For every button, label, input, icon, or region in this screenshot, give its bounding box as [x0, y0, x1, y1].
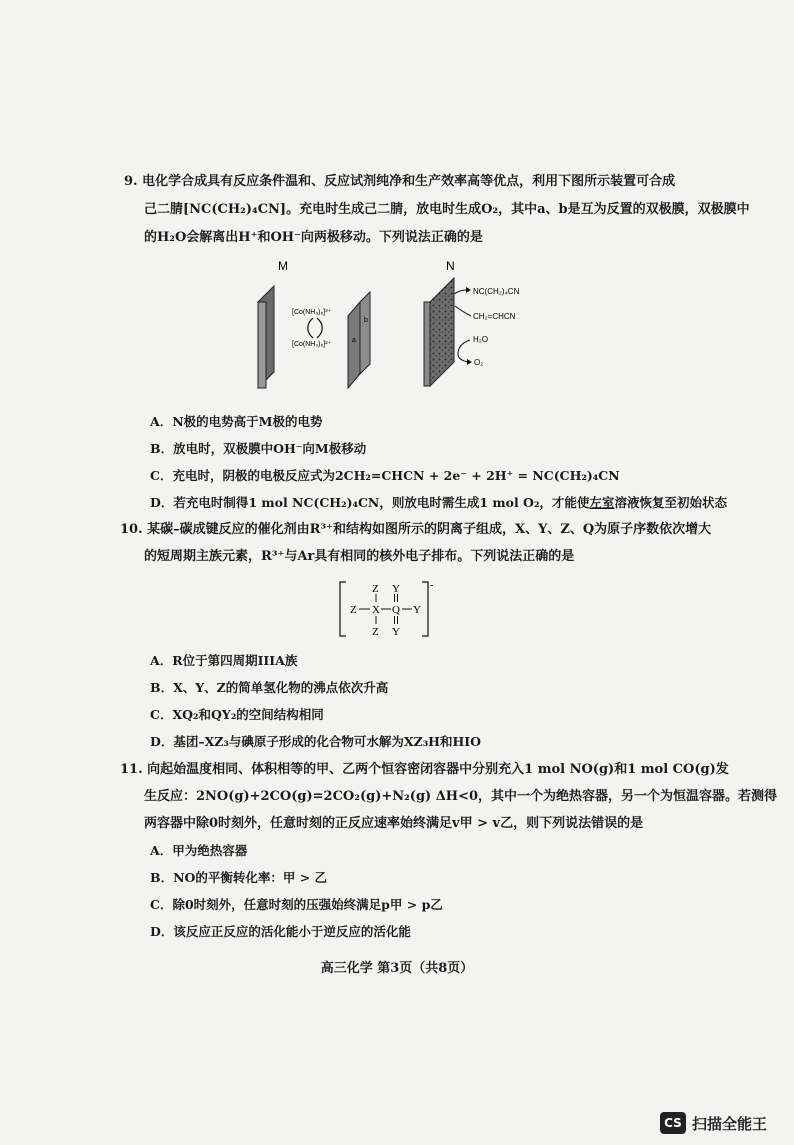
atom-y-top: Y [392, 583, 400, 595]
electrode-m-label: M [278, 259, 288, 273]
q11-stem-line1: 11. 向起始温度相同、体积相等的甲、乙两个恒容密闭容器中分别充入1 mol NO(g)和1 mol CO(g)发 [120, 762, 729, 777]
q11-option-b: B．NO的平衡转化率：甲 > 乙 [150, 870, 328, 885]
q10-stem-line1: 10. 某碳–碳成键反应的催化剂由R³⁺和结构如图所示的阴离子组成，X、Y、Z、Q为原子序数依次增大 [120, 522, 712, 537]
scanner-logo-icon: CS [660, 1112, 686, 1134]
bipolar-membrane-a [348, 302, 360, 388]
scanner-watermark [660, 1110, 767, 1136]
electrode-n [430, 278, 454, 386]
right-bracket [422, 582, 428, 636]
bipolar-membrane-b [360, 292, 370, 374]
q10-stem-line2: 的短周期主族元素，R³⁺与Ar具有相同的核外电子排布。下列说法正确的是 [144, 549, 575, 564]
q11-option-c: C．除0时刻外，任意时刻的压强始终满足p甲 > p乙 [150, 897, 443, 912]
atom-z-left: Z [350, 604, 357, 616]
anion-structure-figure [336, 578, 436, 640]
complex-bottom-label: [Co(NH₃)₆]²⁺ [292, 341, 332, 348]
q9-option-b: B．放电时，双极膜中OH⁻向M极移动 [150, 441, 367, 456]
species-acrylonitrile: CH₂=CHCN [473, 312, 516, 321]
atom-x: X [372, 604, 380, 616]
redox-arrow-down [308, 318, 313, 338]
q9-option-d [150, 494, 727, 512]
atom-y-right: Y [413, 604, 421, 616]
left-bracket [340, 582, 346, 636]
species-water: H₂O [473, 335, 489, 344]
q9-option-c: C．充电时，阴极的电极反应式为2CH₂=CHCN + 2e⁻ + 2H⁺ = NC(CH₂)₄CN [150, 468, 620, 483]
q9-stem-line3: 的H₂O会解离出H⁺和OH⁻向两极移动。下列说法正确的是 [144, 230, 483, 245]
electrode-m [258, 302, 266, 388]
q10-option-d: D．基团–XZ₃与碘原子形成的化合物可水解为XZ₃H和HIO [150, 734, 482, 749]
membrane-b-label: b [364, 317, 368, 324]
q9-option-a: A．N极的电势高于M极的电势 [150, 414, 323, 429]
oxygen-arrowhead [467, 359, 472, 365]
membrane-a-label: a [352, 337, 356, 344]
q9-option-d-post: 溶液恢复至初始状态 [614, 495, 727, 510]
water-to-oxygen-arrow [458, 340, 470, 362]
q9-stem-line1: 9. 电化学合成具有反应条件温和、反应试剂纯净和生产效率高等优点，利用下图所示装置可合成 [124, 174, 676, 189]
page-footer: 高三化学 第3页（共8页） [320, 961, 474, 976]
electrolysis-device-figure [240, 256, 570, 396]
scanner-app-name: 扫描全能王 [692, 1114, 768, 1133]
product-arrowhead [466, 287, 471, 293]
product-arrow [454, 290, 466, 294]
q9-stem-line2: 己二腈[NC(CH₂)₄CN]。充电时生成己二腈，放电时生成O₂，其中a、b是互为反置的双极膜，双极膜中 [144, 202, 750, 217]
q9-option-d-pre: D．若充电时制得1 mol NC(CH₂)₄CN，则放电时需生成1 mol O₂，才能使 [150, 495, 590, 510]
species-oxygen: O₂ [474, 358, 484, 367]
q11-stem-line3: 两容器中除0时刻外，任意时刻的正反应速率始终满足v甲 > v乙，则下列说法错误的是 [144, 816, 644, 831]
atom-y-bottom: Y [392, 626, 400, 638]
q10-option-c: C．XQ₂和QY₂的空间结构相同 [150, 707, 324, 722]
redox-arrow-up [317, 318, 322, 338]
atom-z-bottom: Z [372, 626, 379, 638]
q11-option-d: D．该反应正反应的活化能小于逆反应的活化能 [150, 924, 411, 939]
anion-charge: - [430, 580, 434, 591]
atom-z-top: Z [372, 583, 379, 595]
q9-option-d-underlined: 左室 [589, 495, 615, 510]
atom-q: Q [392, 604, 400, 616]
q11-option-a: A．甲为绝热容器 [150, 843, 248, 858]
reactant-arrow [455, 306, 471, 316]
electrode-n-label: N [446, 259, 455, 273]
q10-option-b: B．X、Y、Z的简单氢化物的沸点依次升高 [150, 680, 389, 695]
complex-top-label: [Co(NH₃)₆]³⁺ [292, 309, 332, 316]
q11-stem-line2: 生反应：2NO(g)+2CO(g)=2CO₂(g)+N₂(g) ΔH<0，其中一个为绝热容器，另一个为恒温容器。若测得 [144, 789, 778, 804]
q10-option-a: A．R位于第四周期IIIA族 [150, 653, 298, 668]
species-adiponitrile: NC(CH₂)₄CN [473, 287, 520, 296]
electrode-n-edge [424, 302, 430, 386]
